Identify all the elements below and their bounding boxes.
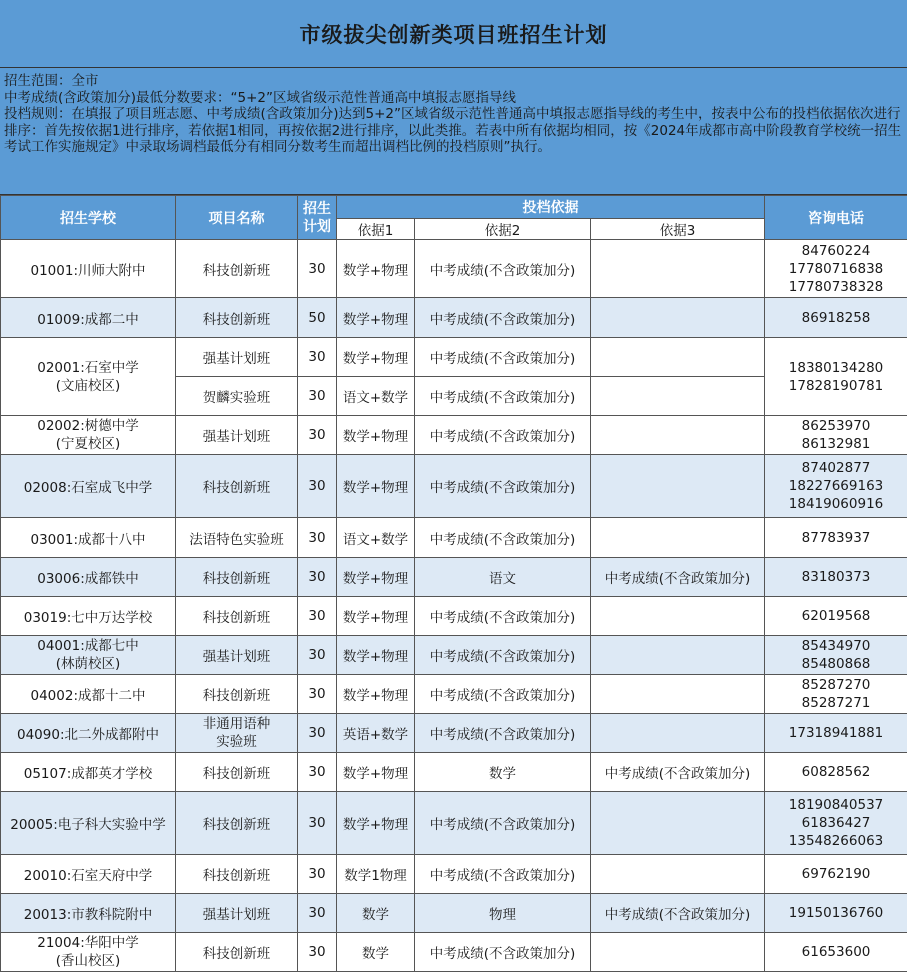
cell-b3 — [591, 298, 765, 338]
cell-b2: 物理 — [415, 894, 591, 933]
cell-b2: 中考成绩(不含政策加分) — [415, 377, 591, 416]
cell-plan: 30 — [298, 338, 337, 377]
cell-b2: 中考成绩(不含政策加分) — [415, 416, 591, 455]
cell-plan: 30 — [298, 416, 337, 455]
header-project: 项目名称 — [176, 196, 298, 240]
cell-school: 04002:成都十二中 — [1, 675, 176, 714]
cell-project: 强基计划班 — [176, 636, 298, 675]
cell-school: 04001:成都七中 (林荫校区) — [1, 636, 176, 675]
cell-b1: 英语+数学 — [337, 714, 415, 753]
cell-b2: 中考成绩(不含政策加分) — [415, 240, 591, 298]
cell-school: 03019:七中万达学校 — [1, 597, 176, 636]
cell-project: 科技创新班 — [176, 792, 298, 855]
cell-phone: 86918258 — [765, 298, 907, 338]
cell-b2: 中考成绩(不含政策加分) — [415, 675, 591, 714]
header-basis1: 依据1 — [337, 219, 415, 240]
table-row — [1, 298, 907, 338]
cell-project: 强基计划班 — [176, 894, 298, 933]
cell-project: 科技创新班 — [176, 933, 298, 972]
cell-b2: 中考成绩(不含政策加分) — [415, 455, 591, 518]
cell-project: 科技创新班 — [176, 298, 298, 338]
cell-plan: 30 — [298, 933, 337, 972]
cell-school: 20010:石室天府中学 — [1, 855, 176, 894]
cell-plan: 30 — [298, 558, 337, 597]
cell-phone: 83180373 — [765, 558, 907, 597]
cell-b1: 数学+物理 — [337, 455, 415, 518]
cell-project: 科技创新班 — [176, 753, 298, 792]
cell-plan: 30 — [298, 714, 337, 753]
cell-plan: 30 — [298, 455, 337, 518]
table-row — [1, 558, 907, 597]
cell-phone: 18190840537 61836427 13548266063 — [765, 792, 907, 855]
cell-b2: 中考成绩(不含政策加分) — [415, 855, 591, 894]
table-row — [1, 240, 907, 298]
cell-plan: 30 — [298, 597, 337, 636]
cell-b3: 中考成绩(不含政策加分) — [591, 894, 765, 933]
table-row — [1, 416, 907, 455]
note-scope: 招生范围：全市 — [4, 73, 99, 89]
cell-b2: 语文 — [415, 558, 591, 597]
table-row — [1, 518, 907, 558]
cell-school: 05107:成都英才学校 — [1, 753, 176, 792]
table-row — [1, 675, 907, 714]
cell-project: 贺麟实验班 — [176, 377, 298, 416]
cell-b1: 数学+物理 — [337, 558, 415, 597]
cell-b2: 数学 — [415, 753, 591, 792]
cell-project: 科技创新班 — [176, 558, 298, 597]
cell-b2: 中考成绩(不含政策加分) — [415, 714, 591, 753]
cell-b3 — [591, 597, 765, 636]
table-row — [1, 597, 907, 636]
cell-b1: 数学+物理 — [337, 753, 415, 792]
cell-plan: 50 — [298, 298, 337, 338]
cell-b3 — [591, 933, 765, 972]
cell-b3 — [591, 518, 765, 558]
cell-phone: 61653600 — [765, 933, 907, 972]
cell-school: 02002:树德中学 (宁夏校区) — [1, 416, 176, 455]
cell-project: 科技创新班 — [176, 855, 298, 894]
cell-b3 — [591, 855, 765, 894]
cell-b2: 中考成绩(不含政策加分) — [415, 636, 591, 675]
table-row — [1, 753, 907, 792]
cell-plan: 30 — [298, 792, 337, 855]
table-row — [1, 714, 907, 753]
cell-b1: 数学+物理 — [337, 636, 415, 675]
table-body — [1, 240, 907, 972]
cell-project: 强基计划班 — [176, 338, 298, 377]
plan-table — [0, 195, 907, 972]
cell-project: 非通用语种 实验班 — [176, 714, 298, 753]
cell-school: 02001:石室中学 (文庙校区) — [1, 338, 176, 416]
cell-b3 — [591, 377, 765, 416]
notes-section — [0, 68, 907, 195]
cell-b1: 数学+物理 — [337, 338, 415, 377]
cell-phone: 87783937 — [765, 518, 907, 558]
cell-b1: 数学 — [337, 933, 415, 972]
cell-school: 03006:成都铁中 — [1, 558, 176, 597]
table-row — [1, 894, 907, 933]
header-plan-text: 招生计划 — [303, 200, 331, 235]
cell-phone: 62019568 — [765, 597, 907, 636]
cell-phone: 18380134280 17828190781 — [765, 338, 907, 416]
cell-project: 科技创新班 — [176, 455, 298, 518]
cell-b2: 中考成绩(不含政策加分) — [415, 933, 591, 972]
cell-school: 02008:石室成飞中学 — [1, 455, 176, 518]
cell-b3 — [591, 455, 765, 518]
cell-phone: 17318941881 — [765, 714, 907, 753]
header-basis2: 依据2 — [415, 219, 591, 240]
cell-school: 20005:电子科大实验中学 — [1, 792, 176, 855]
header-school: 招生学校 — [1, 196, 176, 240]
cell-b1: 数学1物理 — [337, 855, 415, 894]
cell-phone: 19150136760 — [765, 894, 907, 933]
cell-phone: 86253970 86132981 — [765, 416, 907, 455]
cell-b3: 中考成绩(不含政策加分) — [591, 753, 765, 792]
header-plan — [298, 196, 337, 240]
cell-plan: 30 — [298, 240, 337, 298]
header-basis: 投档依据 — [337, 196, 765, 219]
cell-phone: 87402877 18227669163 18419060916 — [765, 455, 907, 518]
cell-b1: 数学+物理 — [337, 416, 415, 455]
cell-plan: 30 — [298, 894, 337, 933]
cell-plan: 30 — [298, 518, 337, 558]
cell-plan: 30 — [298, 636, 337, 675]
page-title: 市级拔尖创新类项目班招生计划 — [0, 0, 907, 68]
cell-b3 — [591, 675, 765, 714]
cell-school: 03001:成都十八中 — [1, 518, 176, 558]
cell-b1: 数学+物理 — [337, 240, 415, 298]
cell-project: 法语特色实验班 — [176, 518, 298, 558]
cell-plan: 30 — [298, 377, 337, 416]
cell-phone: 60828562 — [765, 753, 907, 792]
cell-b1: 数学+物理 — [337, 792, 415, 855]
header-phone: 咨询电话 — [765, 196, 907, 240]
cell-b1: 语文+数学 — [337, 377, 415, 416]
note-min-score: 中考成绩(含政策加分)最低分数要求：“5+2”区域省级示范性普通高中填报志愿指导线 — [4, 89, 517, 106]
cell-b1: 数学 — [337, 894, 415, 933]
cell-b3: 中考成绩(不含政策加分) — [591, 558, 765, 597]
cell-b1: 语文+数学 — [337, 518, 415, 558]
table-header — [1, 196, 907, 240]
cell-b3 — [591, 240, 765, 298]
cell-b3 — [591, 338, 765, 377]
note-rules: 投档规则：在填报了项目班志愿、中考成绩(含政策加分)达到5+2”区域省级示范性普通高中填报志愿指导线的考生中，按表中公布的投档依据依次进行排序：首先按依据1进行排序，若依据1相同，再按依据2进行排序，以此类推。若表中所有依据均相同，按《2024年成都市高中阶段教育学校统一招生考试工作实施规定》中录取场调档最低分有相同分数考生而超出调档比例的投档原则”执行。 — [4, 106, 902, 155]
cell-b3 — [591, 636, 765, 675]
table-row — [1, 636, 907, 675]
table-row — [1, 855, 907, 894]
cell-b2: 中考成绩(不含政策加分) — [415, 338, 591, 377]
cell-school: 21004:华阳中学 (香山校区) — [1, 933, 176, 972]
cell-b2: 中考成绩(不含政策加分) — [415, 518, 591, 558]
cell-phone: 84760224 17780716838 17780738328 — [765, 240, 907, 298]
cell-school: 01001:川师大附中 — [1, 240, 176, 298]
cell-b3 — [591, 714, 765, 753]
cell-project: 科技创新班 — [176, 597, 298, 636]
cell-plan: 30 — [298, 675, 337, 714]
cell-plan: 30 — [298, 855, 337, 894]
cell-project: 科技创新班 — [176, 675, 298, 714]
header-basis3: 依据3 — [591, 219, 765, 240]
cell-b3 — [591, 792, 765, 855]
cell-school: 01009:成都二中 — [1, 298, 176, 338]
cell-project: 科技创新班 — [176, 240, 298, 298]
cell-b1: 数学+物理 — [337, 675, 415, 714]
cell-b1: 数学+物理 — [337, 298, 415, 338]
cell-phone: 69762190 — [765, 855, 907, 894]
table-row — [1, 455, 907, 518]
cell-school: 04090:北二外成都附中 — [1, 714, 176, 753]
cell-project: 强基计划班 — [176, 416, 298, 455]
table-row — [1, 792, 907, 855]
cell-plan: 30 — [298, 753, 337, 792]
cell-b3 — [591, 416, 765, 455]
cell-phone: 85434970 85480868 — [765, 636, 907, 675]
cell-school: 20013:市教科院附中 — [1, 894, 176, 933]
table-row — [1, 338, 907, 377]
cell-b2: 中考成绩(不含政策加分) — [415, 298, 591, 338]
cell-phone: 85287270 85287271 — [765, 675, 907, 714]
table-row — [1, 933, 907, 972]
cell-b1: 数学+物理 — [337, 597, 415, 636]
cell-b2: 中考成绩(不含政策加分) — [415, 597, 591, 636]
cell-b2: 中考成绩(不含政策加分) — [415, 792, 591, 855]
